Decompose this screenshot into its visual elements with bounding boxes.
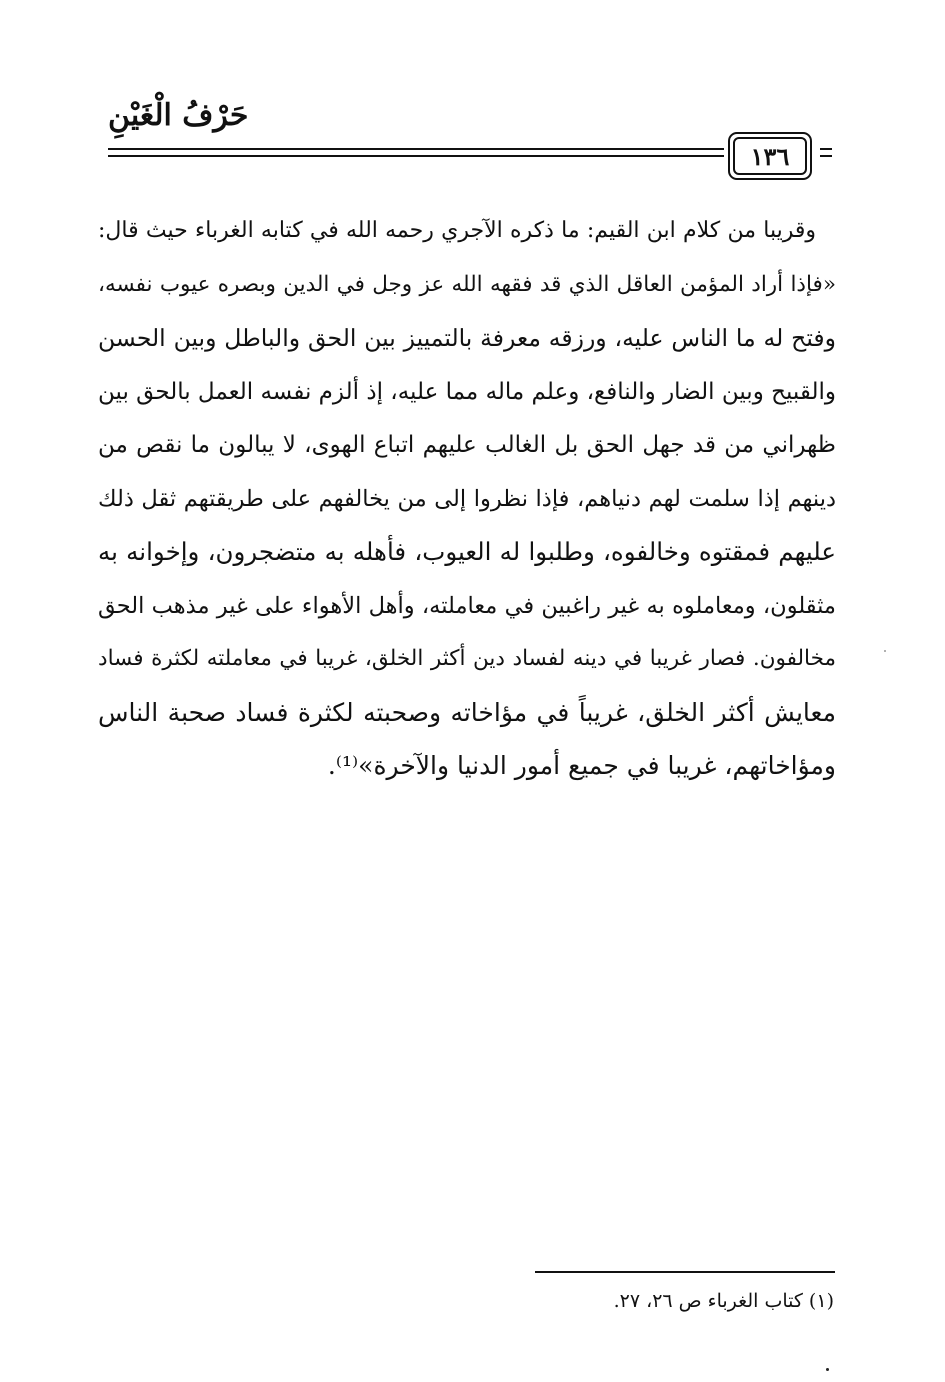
footnote-separator	[535, 1271, 835, 1273]
text-line: مثقلون، ومعاملوه به غير راغبين في معاملته، وأهل الأهواء على غير مذهب الحق	[98, 592, 836, 619]
text-line: ظهراني من قد جهل الحق بل الغالب عليهم اتباع الهوى، لا يبالون ما نقص من	[98, 432, 836, 458]
text-line: معايش أكثر الخلق، غريباً في مؤاخاته وصحبته لكثرة فساد صحبة الناس	[98, 697, 836, 727]
footnote: (١) كتاب الغرباء ص ٢٦، ٢٧.	[613, 1290, 834, 1312]
speck-mark	[826, 1368, 829, 1371]
speck-mark	[884, 650, 886, 652]
text-line: ومؤاخاتهم، غريبا في جميع أمور الدنيا والآخرة»⁽¹⁾.	[327, 751, 836, 780]
text-line: والقبيح وبين الضار والنافع، وعلم ماله مما عليه، إذ ألزم نفسه العمل بالحق بين	[98, 378, 836, 405]
header-rule-lower	[108, 155, 724, 157]
text-line: وفتح له ما الناس عليه، ورزقه معرفة بالتمييز بين الحق والباطل وبين الحسن	[98, 324, 836, 352]
header-rule-right-lower	[820, 155, 832, 157]
text-line: «فإذا أراد المؤمن العاقل الذي قد فقهه الله عز وجل في الدين وبصره عيوب نفسه،	[98, 271, 836, 297]
text-line: وقريبا من كلام ابن القيم: ما ذكره الآجري رحمه الله في كتابه الغرباء حيث قال:	[98, 218, 816, 243]
text-line: دينهم إذا سلمت لهم دنياهم، فإذا نظروا إلى من يخالفهم على طريقتهم ثقل ذلك	[98, 485, 836, 512]
page-number-frame	[728, 132, 812, 180]
header-rule-right-upper	[820, 148, 832, 150]
text-line: مخالفون. فصار غريبا في دينه لفساد دين أكثر الخلق، غريبا في معاملته لكثرة فساد	[98, 646, 836, 671]
body-text	[98, 212, 836, 801]
page-number: ١٣٦	[750, 142, 790, 171]
chapter-title: حَرْفُ الْغَيْنِ	[108, 98, 249, 133]
header-rule-upper	[108, 148, 724, 150]
text-line: عليهم فمقتوه وخالفوه، وطلبوا له العيوب، فأهله به متضجرون، وإخوانه به	[98, 537, 836, 566]
